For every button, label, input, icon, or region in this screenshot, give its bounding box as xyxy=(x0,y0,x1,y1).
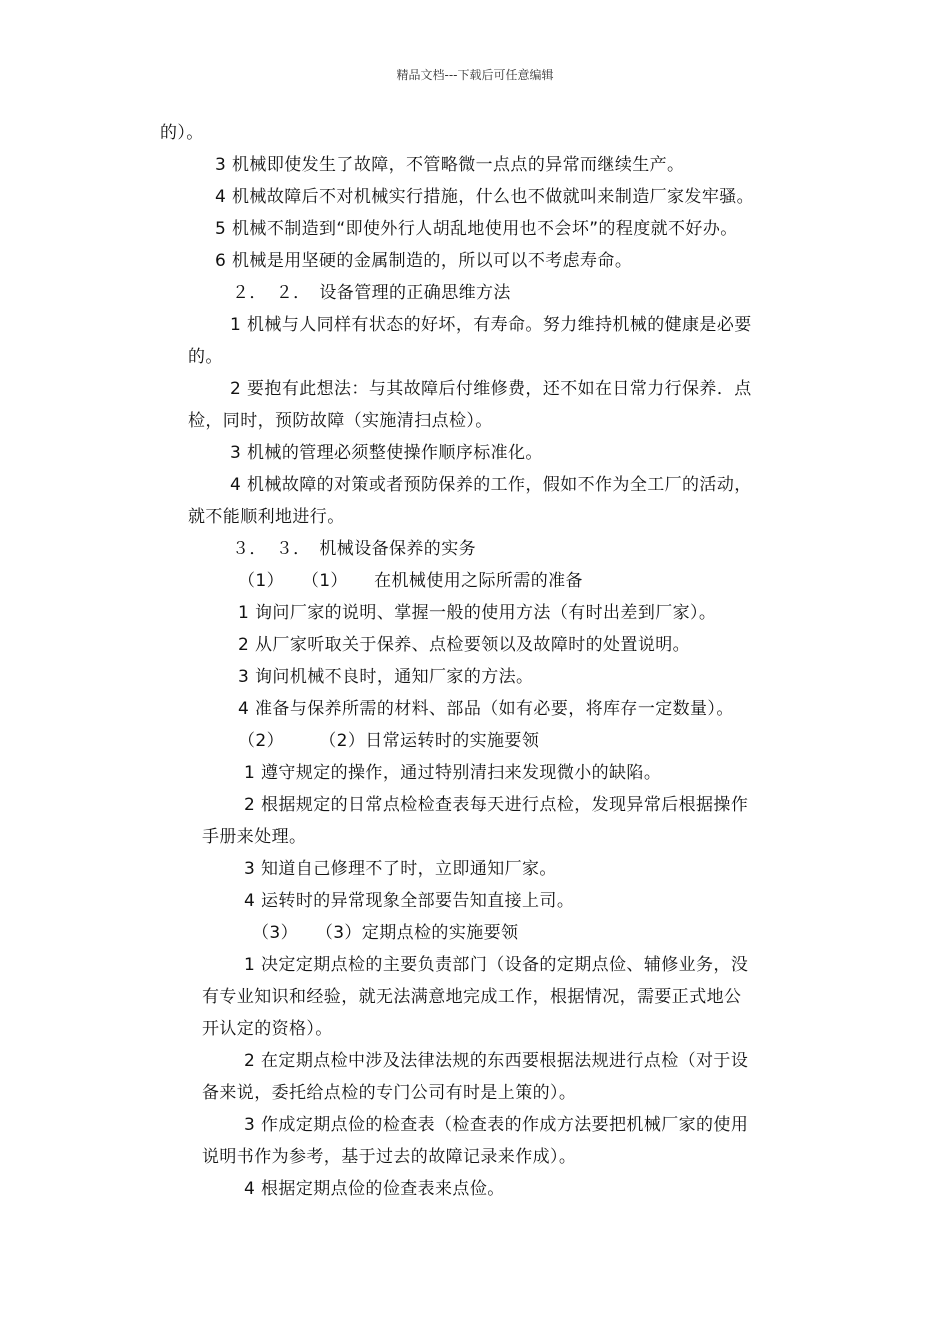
subsection-heading: （1） （1） 在机械使用之际所需的准备 xyxy=(238,571,583,591)
text-line: 的。 xyxy=(188,347,223,367)
text-line: 2 从厂家听取关于保养、点检要领以及故障时的处置说明。 xyxy=(238,635,691,655)
text-line: 的）。 xyxy=(160,123,204,143)
text-line: 有专业知识和经验，就无法满意地完成工作，根据情况，需要正式地公 xyxy=(202,987,742,1007)
text-line: 手册来处理。 xyxy=(202,827,307,847)
section-heading: ２． ２． 设备管理的正确思维方法 xyxy=(232,283,511,303)
text-line: 2 要抱有此想法：与其故障后付维修费，还不如在日常力行保养．点 xyxy=(230,379,752,399)
text-line: 1 机械与人同样有状态的好坏，有寿命。努力维持机械的健康是必要 xyxy=(230,315,752,335)
section-heading: ３． ３． 机械设备保养的实务 xyxy=(232,539,476,559)
text-line: 4 机械故障的对策或者预防保养的工作，假如不作为全工厂的活动， xyxy=(230,475,752,495)
text-line: 1 遵守规定的操作，通过特别清扫来发现微小的缺陷。 xyxy=(244,763,662,783)
text-line: 3 作成定期点俭的检查表（检查表的作成方法要把机械厂家的使用 xyxy=(244,1115,749,1135)
text-line: 5 机械不制造到“即使外行人胡乱地使用也不会坏”的程度就不好办。 xyxy=(215,219,738,239)
text-line: 检，同时，预防故障（实施清扫点检）。 xyxy=(188,411,493,431)
subsection-heading: （2） （2）日常运转时的实施要领 xyxy=(238,731,540,751)
text-line: 2 根据规定的日常点检检查表每天进行点检，发现异常后根据操作 xyxy=(244,795,749,815)
text-line: 4 根据定期点俭的俭查表来点俭。 xyxy=(244,1179,505,1199)
text-line: 3 询问机械不良时，通知厂家的方法。 xyxy=(238,667,534,687)
text-line: 1 询问厂家的说明、掌握一般的使用方法（有时出差到厂家）。 xyxy=(238,603,717,623)
subsection-heading: （3） （3）定期点检的实施要领 xyxy=(252,923,519,943)
text-line: 2 在定期点检中涉及法律法规的东西要根据法规进行点检（对于设 xyxy=(244,1051,749,1071)
text-line: 3 机械即使发生了故障，不管略微一点点的异常而继续生产。 xyxy=(215,155,685,175)
text-line: 4 运转时的异常现象全部要告知直接上司。 xyxy=(244,891,575,911)
text-line: 3 机械的管理必须整使操作顺序标准化。 xyxy=(230,443,543,463)
text-line: 备来说，委托给点检的专门公司有时是上策的）。 xyxy=(202,1083,577,1103)
text-line: 说明书作为参考，基于过去的故障记录来作成）。 xyxy=(202,1147,577,1167)
page-header: 精品文档---下载后可任意编辑 xyxy=(396,68,554,82)
text-line: 4 机械故障后不对机械实行措施，什么也不做就叫来制造厂家发牢骚。 xyxy=(215,187,755,207)
text-line: 开认定的资格）。 xyxy=(202,1019,333,1039)
text-line: 1 决定定期点检的主要负责部门（设备的定期点俭、辅修业务，没 xyxy=(244,955,749,975)
text-line: 3 知道自己修理不了时，立即通知厂家。 xyxy=(244,859,557,879)
text-line: 就不能顺利地进行。 xyxy=(188,507,345,527)
text-line: 4 准备与保养所需的材料、部品（如有必要，将库存一定数量）。 xyxy=(238,699,734,719)
text-line: 6 机械是用坚硬的金属制造的，所以可以不考虑寿命。 xyxy=(215,251,633,271)
